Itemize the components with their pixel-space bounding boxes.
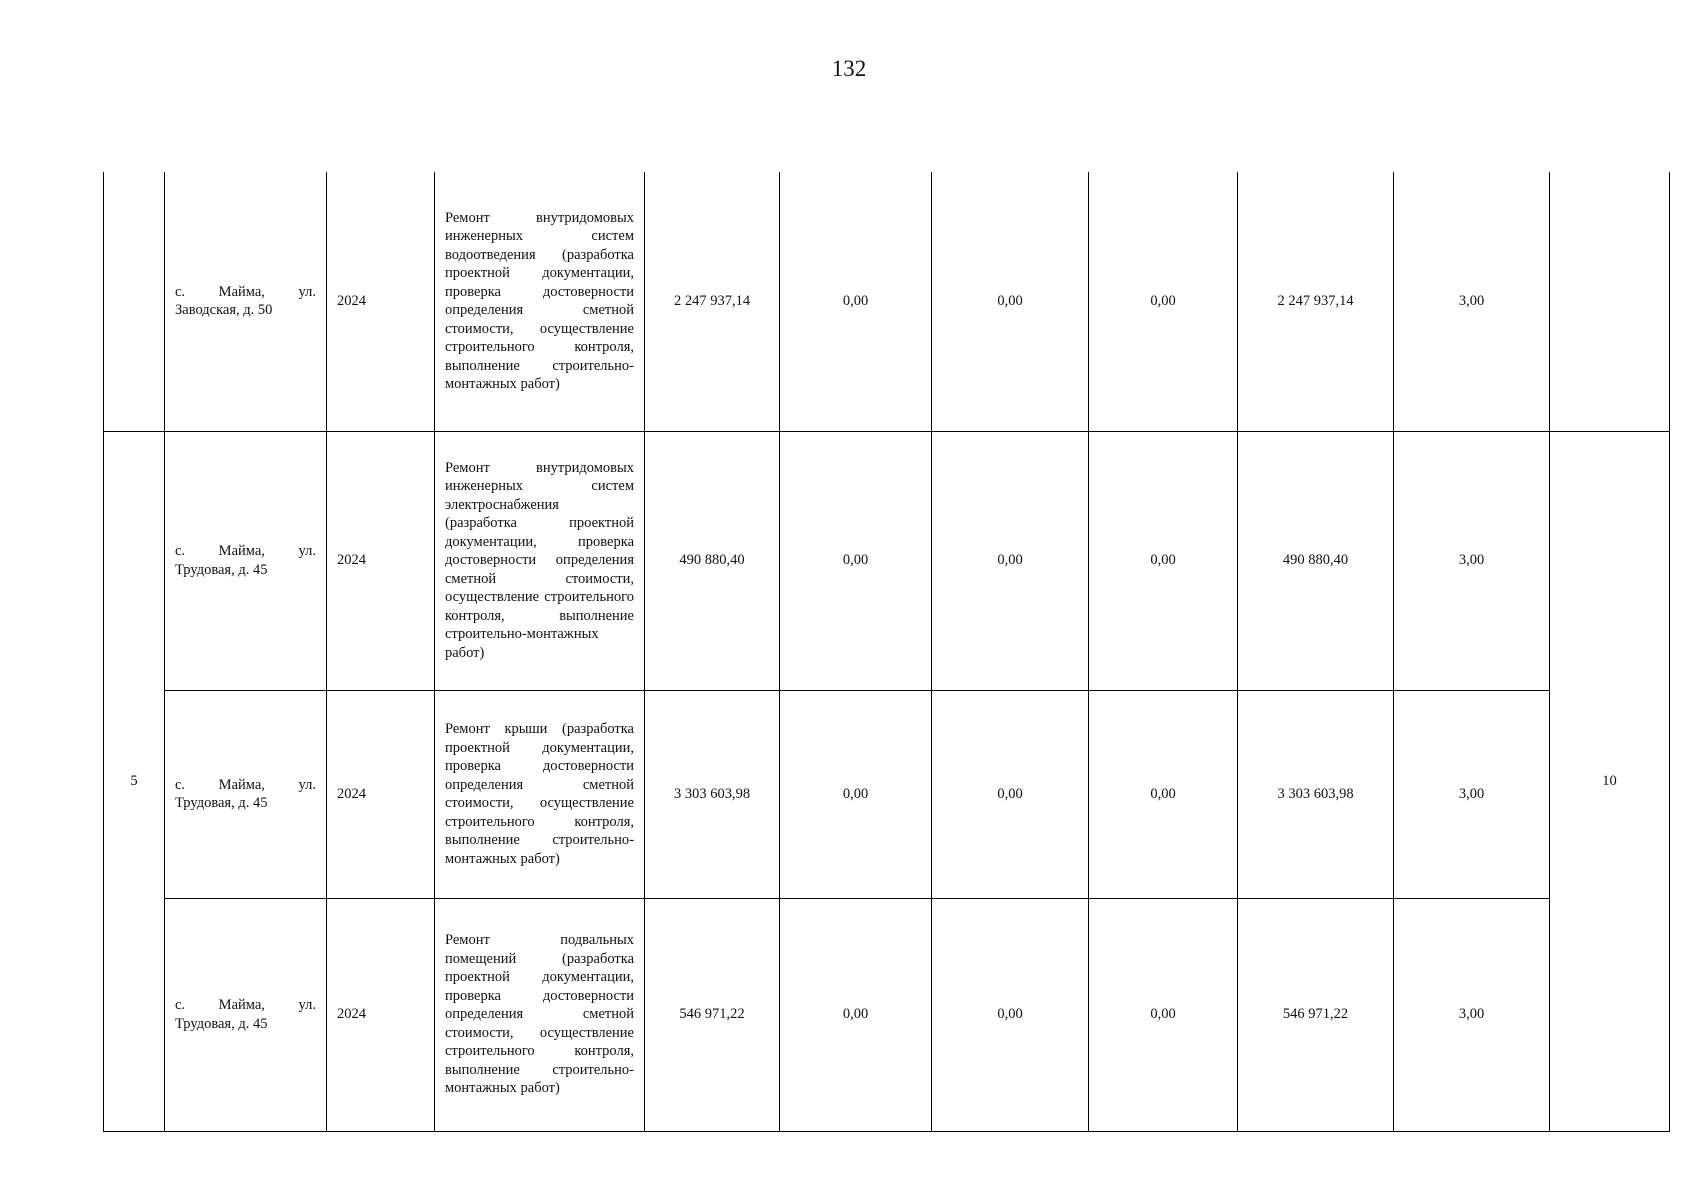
table-row [104, 690, 1670, 898]
amount-cell: 0,00 [780, 431, 932, 690]
year-cell: 2024 [327, 172, 435, 431]
table-row [104, 898, 1670, 1131]
address-cell: с. Майма, ул. Трудовая, д. 45 [165, 431, 327, 690]
year-cell: 2024 [327, 898, 435, 1131]
amount-cell: 3 303 603,98 [1238, 690, 1394, 898]
amount-cell: 2 247 937,14 [1238, 172, 1394, 431]
year-cell: 2024 [327, 431, 435, 690]
table-row [104, 431, 1670, 690]
amount-cell: 3,00 [1394, 898, 1550, 1131]
amount-cell: 0,00 [932, 431, 1089, 690]
work-description-cell: Ремонт внутридомовых инженерных систем водоотведения (разработка проектной документации, проверка достоверности определения сметной стоимости, осуществление строительного контроля, выполнение строительно-монтажных работ) [435, 172, 645, 431]
amount-cell: 0,00 [780, 898, 932, 1131]
amount-cell: 0,00 [1089, 898, 1238, 1131]
year-cell: 2024 [327, 690, 435, 898]
amount-cell: 546 971,22 [1238, 898, 1394, 1131]
amount-cell: 3 303 603,98 [645, 690, 780, 898]
amount-cell: 3,00 [1394, 172, 1550, 431]
address-cell: с. Майма, ул. Трудовая, д. 45 [165, 898, 327, 1131]
amount-cell: 0,00 [780, 690, 932, 898]
page-number: 132 [831, 56, 867, 81]
work-description-cell: Ремонт внутридомовых инженерных систем электроснабжения (разработка проектной документации, проверка достоверности определения сметной стоимости, осуществление строительного контроля, выполнение строительно-монтажных работ) [435, 431, 645, 690]
amount-cell: 546 971,22 [645, 898, 780, 1131]
amount-cell: 0,00 [1089, 690, 1238, 898]
amount-cell: 490 880,40 [1238, 431, 1394, 690]
amount-cell: 0,00 [932, 172, 1089, 431]
table-row [104, 172, 1670, 431]
work-description-cell: Ремонт подвальных помещений (разработка проектной документации, проверка достоверности определения сметной стоимости, осуществление строительного контроля, выполнение строительно-монтажных работ) [435, 898, 645, 1131]
amount-cell: 2 247 937,14 [645, 172, 780, 431]
amount-cell: 0,00 [932, 898, 1089, 1131]
address-cell: с. Майма, ул. Трудовая, д. 45 [165, 690, 327, 898]
amount-cell: 3,00 [1394, 431, 1550, 690]
address-cell: с. Майма, ул. Заводская, д. 50 [165, 172, 327, 431]
works-table [103, 172, 1670, 1132]
row-number-cell [104, 172, 165, 431]
group-total-cell [1550, 172, 1670, 431]
work-description-cell: Ремонт крыши (разработка проектной документации, проверка достоверности определения сметной стоимости, осуществление строительного контроля, выполнение строительно-монтажных работ) [435, 690, 645, 898]
amount-cell: 0,00 [932, 690, 1089, 898]
amount-cell: 0,00 [780, 172, 932, 431]
amount-cell: 0,00 [1089, 431, 1238, 690]
amount-cell: 490 880,40 [645, 431, 780, 690]
group-total-cell: 10 [1550, 431, 1670, 1131]
amount-cell: 3,00 [1394, 690, 1550, 898]
amount-cell: 0,00 [1089, 172, 1238, 431]
group-number-cell: 5 [104, 431, 165, 1131]
